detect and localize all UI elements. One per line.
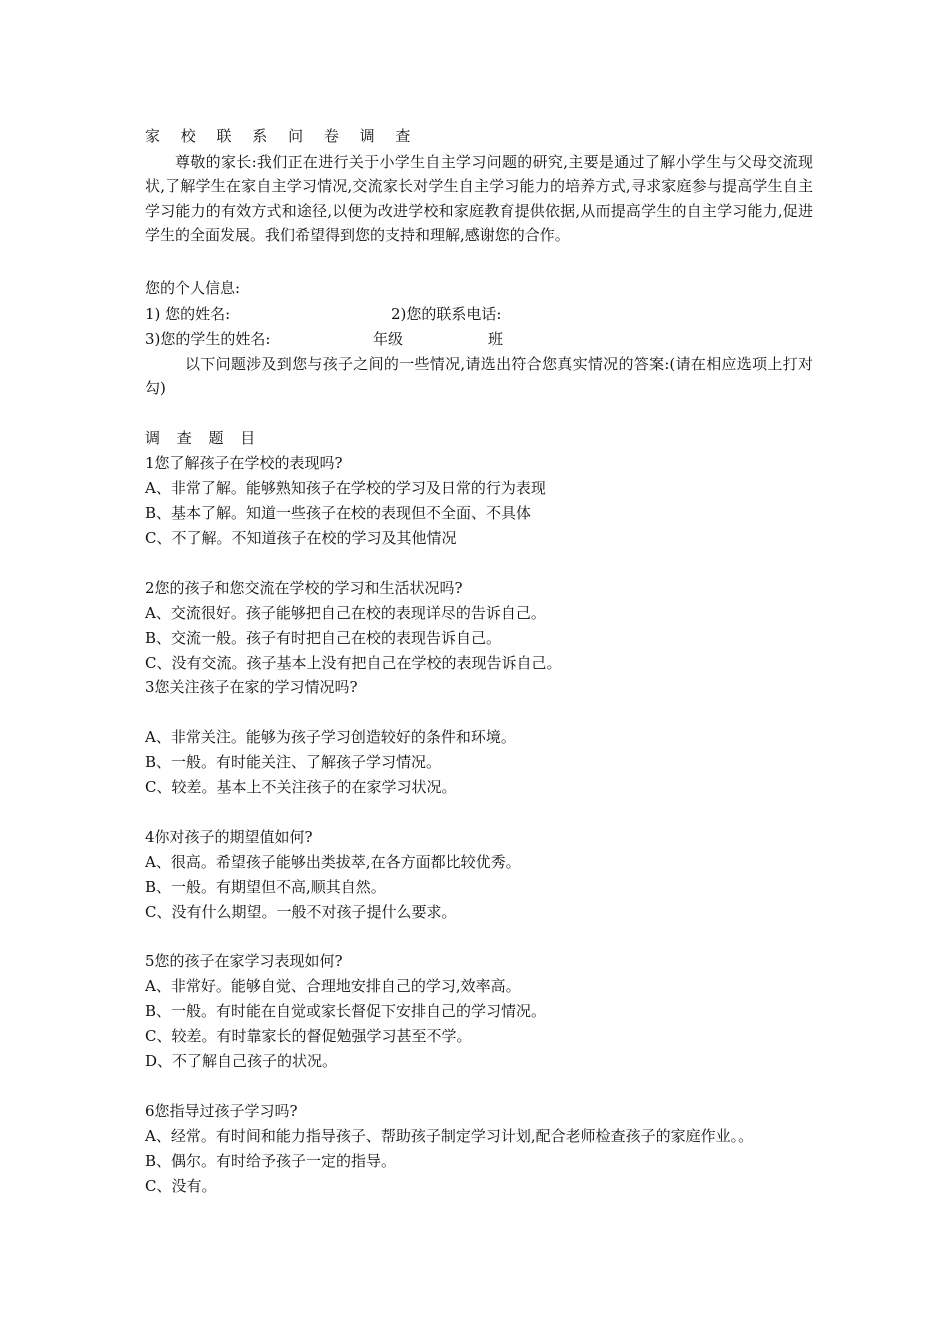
question-5-option-c: C、较差。有时靠家长的督促勉强学习甚至不学。 (145, 1027, 472, 1045)
question-2-option-c: C、没有交流。孩子基本上没有把自己在学校的表现告诉自己。 (145, 654, 562, 672)
document-title: 家 校 联 系 问 卷 调 查 (145, 127, 419, 145)
section-title: 调 查 题 目 (145, 429, 262, 447)
question-6-option-b: B、偶尔。有时给予孩子一定的指导。 (145, 1152, 397, 1170)
question-5-option-b: B、一般。有时能在自觉或家长督促下安排自己的学习情况。 (145, 1002, 547, 1020)
question-3-option-a: A、非常关注。能够为孩子学习创造较好的条件和环境。 (145, 728, 516, 746)
question-1-option-b: B、基本了解。知道一些孩子在校的表现但不全面、不具体 (145, 504, 532, 522)
question-3: 3您关注孩子在家的学习情况吗? (145, 678, 358, 696)
question-2-option-b: B、交流一般。孩子有时把自己在校的表现告诉自己。 (145, 629, 502, 647)
question-1-option-a: A、非常了解。能够熟知孩子在学校的学习及日常的行为表现 (145, 479, 546, 497)
question-6-option-c: C、没有。 (145, 1177, 217, 1195)
student-name-label: 3)您的学生的姓名: (145, 330, 271, 348)
instruction-paragraph: 以下问题涉及到您与孩子之间的一些情况,请选出符合您真实情况的答案:(请在相应选项上打对勾) (145, 355, 813, 398)
question-5-option-d: D、不了解自己孩子的状况。 (145, 1052, 338, 1070)
phone-field-label: 2)您的联系电话: (391, 305, 502, 323)
question-6: 6您指导过孩子学习吗? (145, 1102, 298, 1120)
question-2-option-a: A、交流很好。孩子能够把自己在校的表现详尽的告诉自己。 (145, 604, 546, 622)
question-1-option-c: C、不了解。不知道孩子在校的学习及其他情况 (145, 529, 457, 547)
question-3-option-b: B、一般。有时能关注、了解孩子学习情况。 (145, 753, 442, 771)
question-4: 4你对孩子的期望值如何? (145, 828, 313, 846)
question-5: 5您的孩子在家学习表现如何? (145, 952, 343, 970)
class-label: 班 (488, 330, 504, 348)
question-3-option-c: C、较差。基本上不关注孩子的在家学习状况。 (145, 778, 457, 796)
question-2: 2您的孩子和您交流在学校的学习和生活状况吗? (145, 579, 463, 597)
grade-label: 年级 (373, 330, 404, 348)
question-1: 1您了解孩子在学校的表现吗? (145, 454, 343, 472)
personal-info-heading: 您的个人信息: (145, 279, 241, 297)
intro-paragraph: 尊敬的家长:我们正在进行关于小学生自主学习问题的研究,主要是通过了解小学生与父母交流现状,了解学生在家自主学习情况,交流家长对学生自主学习能力的培养方式,寻求家庭参与提高学生自主学习能力的有效方式和途径,以便为改进学校和家庭教育提供依据,从而提高学生的自主学习能力,促进学生的全面发展。我们希望得到您的支持和理解,感谢您的合作。 (145, 153, 813, 245)
question-4-option-a: A、很高。希望孩子能够出类拔萃,在各方面都比较优秀。 (145, 853, 521, 871)
question-4-option-b: B、一般。有期望但不高,顺其自然。 (145, 878, 386, 896)
question-4-option-c: C、没有什么期望。一般不对孩子提什么要求。 (145, 903, 457, 921)
question-6-option-a: A、经常。有时间和能力指导孩子、帮助孩子制定学习计划,配合老师检查孩子的家庭作业。。 (145, 1127, 754, 1145)
name-field-label: 1) 您的姓名: (145, 305, 231, 323)
question-5-option-a: A、非常好。能够自觉、合理地安排自己的学习,效率高。 (145, 977, 521, 995)
